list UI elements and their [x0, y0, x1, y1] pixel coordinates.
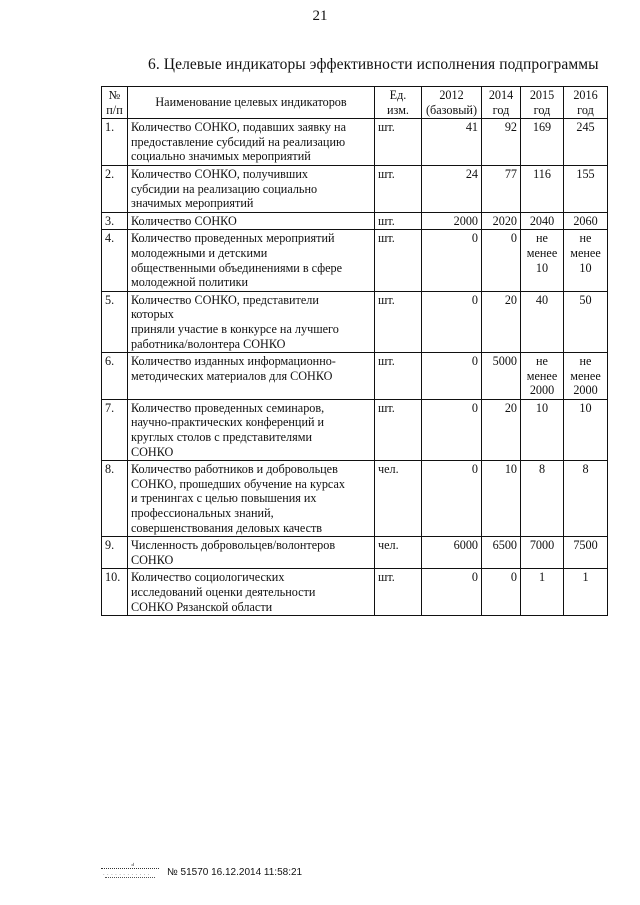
table-row	[102, 353, 608, 400]
value-2015	[521, 291, 564, 352]
indicator-name-line: методических материалов для СОНКО	[131, 368, 333, 383]
indicator-name-line: Количество проведенных семинаров,	[131, 400, 325, 415]
header-line: год	[577, 102, 594, 117]
value-2016	[564, 537, 608, 569]
value-2012	[422, 461, 482, 537]
table-row	[102, 212, 608, 230]
indicator-name	[128, 212, 375, 230]
value-2015	[521, 165, 564, 212]
value-2015-line: менее	[526, 245, 558, 260]
header-2015	[521, 87, 564, 119]
value-2012	[422, 119, 482, 166]
value-2016	[564, 119, 608, 166]
header-line: (базовый)	[425, 102, 478, 117]
value-2014	[482, 461, 521, 537]
table-row	[102, 461, 608, 537]
indicator-name	[128, 119, 375, 166]
unit-cell: шт.	[375, 291, 422, 352]
row-number: 10.	[102, 569, 128, 616]
indicator-name-line: профессиональных знаний,	[131, 506, 274, 521]
value-2016-line: 8	[582, 462, 589, 477]
unit-cell: шт.	[375, 569, 422, 616]
indicator-name-line: которых	[131, 307, 174, 322]
indicator-name-line: молодежными и детскими	[131, 245, 268, 260]
indicator-name	[128, 230, 375, 291]
header-line: 2012	[439, 88, 464, 102]
value-2012-line: 6000	[453, 538, 478, 553]
value-2012-line: 0	[471, 400, 478, 415]
value-2016	[564, 212, 608, 230]
value-2012-line: 0	[471, 570, 478, 585]
value-2015-line: 10	[535, 260, 549, 275]
indicator-name	[128, 461, 375, 537]
indicator-name-line: и тренингах с целью повышения их	[131, 491, 317, 506]
value-2015-line: 1	[538, 570, 546, 585]
header-line: год	[533, 102, 551, 117]
value-2012-line: 2000	[453, 213, 478, 228]
value-2014	[482, 537, 521, 569]
indicator-name-line: Количество СОНКО, подавших заявку на	[131, 120, 346, 135]
header-2016	[564, 87, 608, 119]
value-2015	[521, 119, 564, 166]
value-2016	[564, 353, 608, 400]
value-2015-line: 116	[533, 166, 551, 181]
indicator-name-line: Количество изданных информационно-	[131, 354, 336, 369]
table-row	[102, 119, 608, 166]
value-2015	[521, 230, 564, 291]
indicator-name	[128, 165, 375, 212]
value-2012	[422, 291, 482, 352]
value-2015-line: 2040	[529, 213, 555, 228]
indicator-name-line: молодежной политики	[131, 275, 249, 290]
row-number: 7.	[102, 399, 128, 460]
value-2016-line: 10	[579, 260, 592, 275]
indicator-name-line: Количество СОНКО	[131, 213, 237, 228]
header-line: год	[492, 102, 510, 117]
indicator-name-line: работника/волонтера СОНКО	[131, 336, 286, 351]
value-2014-line: 6500	[492, 538, 517, 553]
indicator-name	[128, 537, 375, 569]
unit-cell: шт.	[375, 399, 422, 460]
value-2016-line: 50	[579, 292, 592, 307]
indicator-name-line: совершенствования деловых качеств	[131, 520, 323, 535]
indicator-name-line: исследований оценки деятельности	[131, 585, 316, 599]
header-name: Наименование целевых индикаторов	[128, 87, 375, 119]
indicator-name-line: Количество социологических	[131, 570, 285, 585]
value-2014	[482, 291, 521, 352]
value-2012	[422, 569, 482, 616]
indicator-name-line: круглых столов с представителями	[131, 430, 312, 445]
section-title: 6. Целевые индикаторы эффективности исполнения подпрограммы	[148, 56, 599, 73]
indicator-name-line: Численность добровольцев/волонтеров	[131, 538, 336, 553]
indicator-name-line: значимых мероприятий	[131, 196, 254, 211]
indicator-name-line: Количество проведенных мероприятий	[131, 231, 335, 246]
table-header-row	[102, 87, 608, 119]
value-2016-line: 2060	[573, 213, 598, 228]
indicator-name-line: предоставление субсидий на реализацию	[131, 134, 346, 149]
header-2012	[422, 87, 482, 119]
header-num	[102, 87, 128, 119]
value-2016	[564, 230, 608, 291]
value-2015	[521, 461, 564, 537]
indicator-name-line: СОНКО	[131, 552, 174, 567]
header-line: п/п	[106, 102, 123, 117]
header-line: 2014	[488, 88, 514, 102]
indicator-name-line: научно-практических конференций и	[131, 415, 325, 430]
value-2014	[482, 230, 521, 291]
header-2014	[482, 87, 521, 119]
indicator-name	[128, 399, 375, 460]
value-2012-line: 0	[471, 354, 478, 369]
value-2012	[422, 230, 482, 291]
indicator-name	[128, 291, 375, 352]
row-number: 3.	[102, 212, 128, 230]
value-2014-line: 77	[504, 166, 517, 181]
table-row	[102, 165, 608, 212]
indicator-name	[128, 569, 375, 616]
value-2016-line: 7500	[573, 538, 598, 553]
header-line: Ед.	[389, 88, 407, 102]
header-line: 2015	[529, 88, 555, 102]
row-number: 5.	[102, 291, 128, 352]
value-2015-line: 40	[535, 292, 549, 307]
unit-cell: шт.	[375, 353, 422, 400]
table-body	[102, 119, 608, 616]
value-2014-line: 2020	[492, 213, 517, 228]
indicator-name-line: СОНКО, прошедших обучение на курсах	[131, 476, 345, 491]
table-row	[102, 399, 608, 460]
indicator-name-line: Количество работников и добровольцев	[131, 462, 338, 477]
value-2016-line: менее	[570, 245, 601, 260]
table-row	[102, 569, 608, 616]
indicator-name-line: Количество СОНКО, представители	[131, 292, 319, 307]
header-line: 2016	[573, 88, 598, 102]
value-2012	[422, 212, 482, 230]
value-2014-line: 20	[504, 292, 517, 307]
unit-cell: чел.	[375, 537, 422, 569]
value-2012-line: 24	[465, 166, 478, 181]
value-2014-line: 0	[510, 231, 517, 246]
value-2016	[564, 399, 608, 460]
value-2016-line: 2000	[573, 383, 598, 398]
value-2015	[521, 212, 564, 230]
value-2015	[521, 399, 564, 460]
indicators-table	[101, 86, 608, 616]
page-number: 21	[312, 8, 328, 24]
footer	[101, 862, 302, 882]
registration-stamp: ⅎ · · · · · · · · · · · ·	[101, 862, 161, 882]
indicator-name-line: субсидии на реализацию социально	[131, 181, 318, 196]
value-2012-line: 0	[471, 462, 478, 477]
value-2012	[422, 537, 482, 569]
value-2014-line: 0	[510, 570, 517, 585]
unit-cell: шт.	[375, 212, 422, 230]
value-2016-line: 155	[576, 166, 595, 181]
value-2016-line: 245	[576, 120, 595, 135]
row-number: 1.	[102, 119, 128, 166]
value-2015-line: 7000	[529, 538, 555, 553]
unit-cell: шт.	[375, 165, 422, 212]
value-2014-line: 10	[504, 462, 517, 477]
value-2014-line: 20	[504, 400, 517, 415]
value-2015-line: 169	[532, 120, 552, 135]
unit-cell: шт.	[375, 230, 422, 291]
header-line: изм.	[387, 102, 409, 117]
value-2016-line: не	[579, 354, 592, 369]
value-2016	[564, 569, 608, 616]
header-line: №	[108, 88, 121, 102]
value-2014	[482, 119, 521, 166]
table-row	[102, 230, 608, 291]
value-2015-line: 2000	[529, 383, 555, 398]
document-registration-mark: № 51570 16.12.2014 11:58:21	[167, 866, 303, 878]
indicator-name-line: Количество СОНКО, получивших	[131, 166, 308, 181]
value-2012-line: 0	[471, 231, 478, 246]
value-2012	[422, 165, 482, 212]
value-2012	[422, 353, 482, 400]
header-unit	[375, 87, 422, 119]
value-2016-line: 1	[582, 570, 589, 585]
value-2015	[521, 537, 564, 569]
value-2015	[521, 569, 564, 616]
value-2015-line: не	[536, 354, 548, 369]
row-number: 2.	[102, 165, 128, 212]
value-2015	[521, 353, 564, 400]
value-2015-line: 10	[535, 400, 549, 415]
indicator-name-line: СОНКО	[131, 444, 174, 459]
row-number: 6.	[102, 353, 128, 400]
value-2016	[564, 165, 608, 212]
unit-cell: чел.	[375, 461, 422, 537]
value-2016-line: менее	[570, 368, 601, 383]
value-2015-line: менее	[526, 368, 558, 383]
value-2012	[422, 399, 482, 460]
value-2015-line: не	[536, 231, 548, 246]
row-number: 4.	[102, 230, 128, 291]
value-2014	[482, 399, 521, 460]
value-2014	[482, 165, 521, 212]
row-number: 8.	[102, 461, 128, 537]
value-2014	[482, 353, 521, 400]
indicator-name-line: социально значимых мероприятий	[131, 149, 311, 164]
indicator-name	[128, 353, 375, 400]
value-2015-line: 8	[538, 462, 546, 477]
unit-cell: шт.	[375, 119, 422, 166]
row-number: 9.	[102, 537, 128, 569]
value-2016	[564, 461, 608, 537]
table-row	[102, 537, 608, 569]
table-row	[102, 291, 608, 352]
value-2016	[564, 291, 608, 352]
indicator-name-line: приняли участие в конкурсе на лучшего	[131, 321, 339, 336]
value-2014-line: 5000	[492, 354, 517, 369]
value-2016-line: не	[579, 231, 592, 246]
indicator-name-line: общественными объединениями в сфере	[131, 260, 343, 275]
value-2012-line: 0	[471, 292, 478, 307]
indicator-name-line: СОНКО Рязанской области	[131, 599, 273, 614]
value-2014	[482, 569, 521, 616]
value-2014	[482, 212, 521, 230]
value-2016-line: 10	[579, 400, 592, 415]
value-2012-line: 41	[465, 120, 478, 135]
value-2014-line: 92	[504, 120, 517, 135]
